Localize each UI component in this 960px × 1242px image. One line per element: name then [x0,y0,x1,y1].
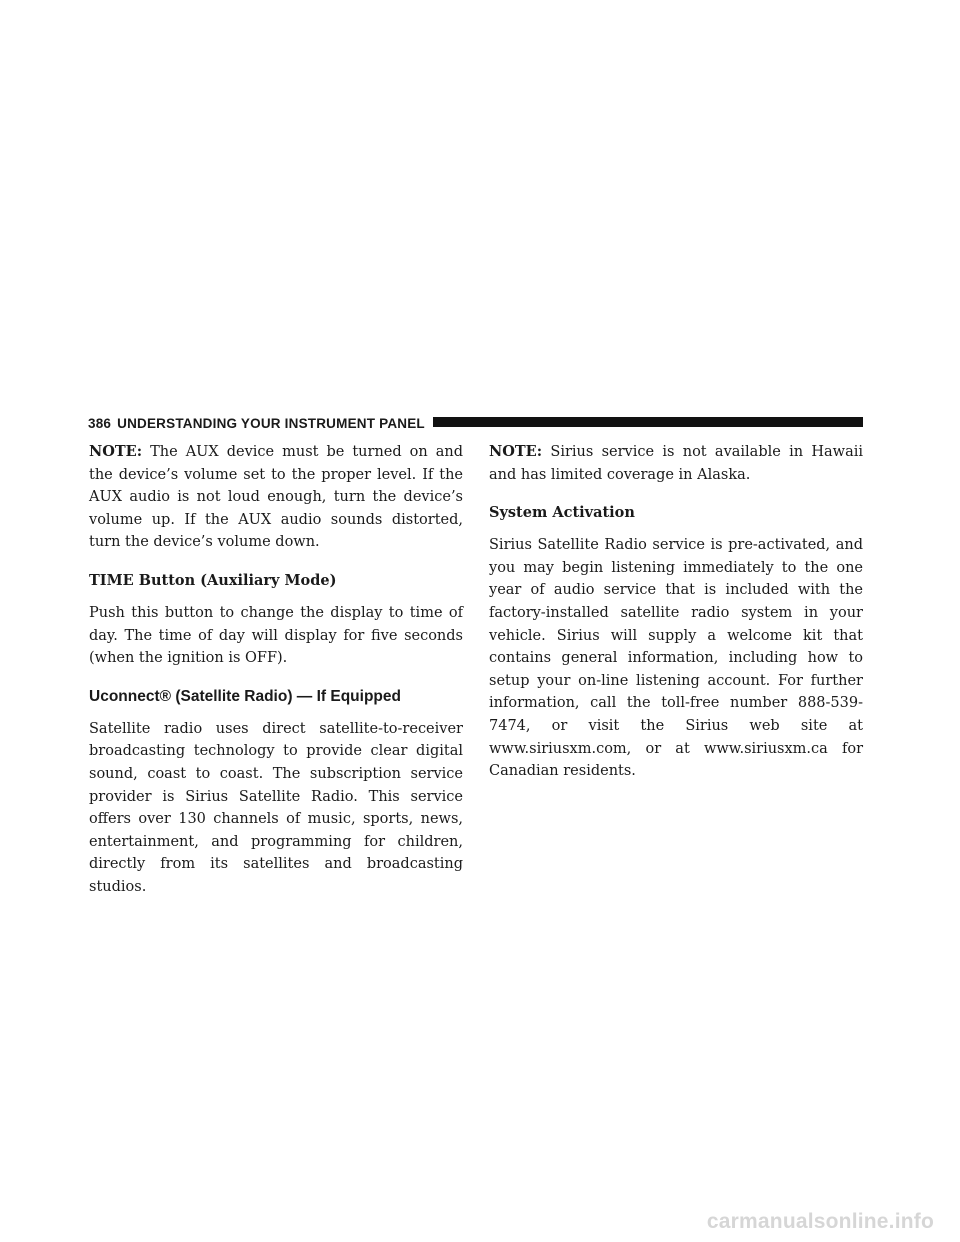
page-header [88,413,863,433]
note-label: NOTE: [89,443,143,460]
section-title: UNDERSTANDING YOUR INSTRUMENT PANEL [117,415,425,431]
sirius-note-paragraph [489,441,863,486]
note-text: The AUX device must be turned on and the device’s volume set to the proper level. If the AUX audio is not loud enough, turn the device’s volume up. If the AUX audio sounds distorted, turn the device’s volume down. [89,444,463,551]
time-button-paragraph: Push this button to change the display to time of day. The time of day will display for five seconds (when the ignition is OFF). [89,604,463,667]
page-number: 386 [88,415,112,431]
note-label: NOTE: [489,443,543,460]
header-rule-bar [433,417,863,427]
system-activation-paragraph: Sirius Satellite Radio service is pre-activated, and you may begin listening immediately to the one year of audio service that is included with the factory-installed satellite radio system in your vehicle. Sirius will supply a welcome kit that contains general information, including how to setup your on-line listening account. For further information, call the toll-free number 888-539-7474, or visit the Sirius web site at www.siriusxm.com, or at www.siriusxm.ca for Canadian residents. [489,537,863,780]
left-column [89,441,463,915]
right-column [489,441,863,799]
watermark: carmanualsonline.info [706,1210,934,1233]
uconnect-heading: Uconnect® (Satellite Radio) — If Equipped [89,687,401,705]
time-button-heading: TIME Button (Auxiliary Mode) [89,571,337,589]
system-activation-heading: System Activation [489,504,635,522]
aux-note-paragraph [89,441,463,554]
note-text: Sirius service is not available in Hawaii and has limited coverage in Alaska. [489,444,864,483]
uconnect-paragraph: Satellite radio uses direct satellite-to-receiver broadcasting technology to provide clear digital sound, coast to coast. The subscription service provider is Sirius Satellite Radio. This service offers over 130 channels of music, sports, news, entertainment, and programming for children, directly from its satellites and broadcasting studios. [89,720,463,895]
